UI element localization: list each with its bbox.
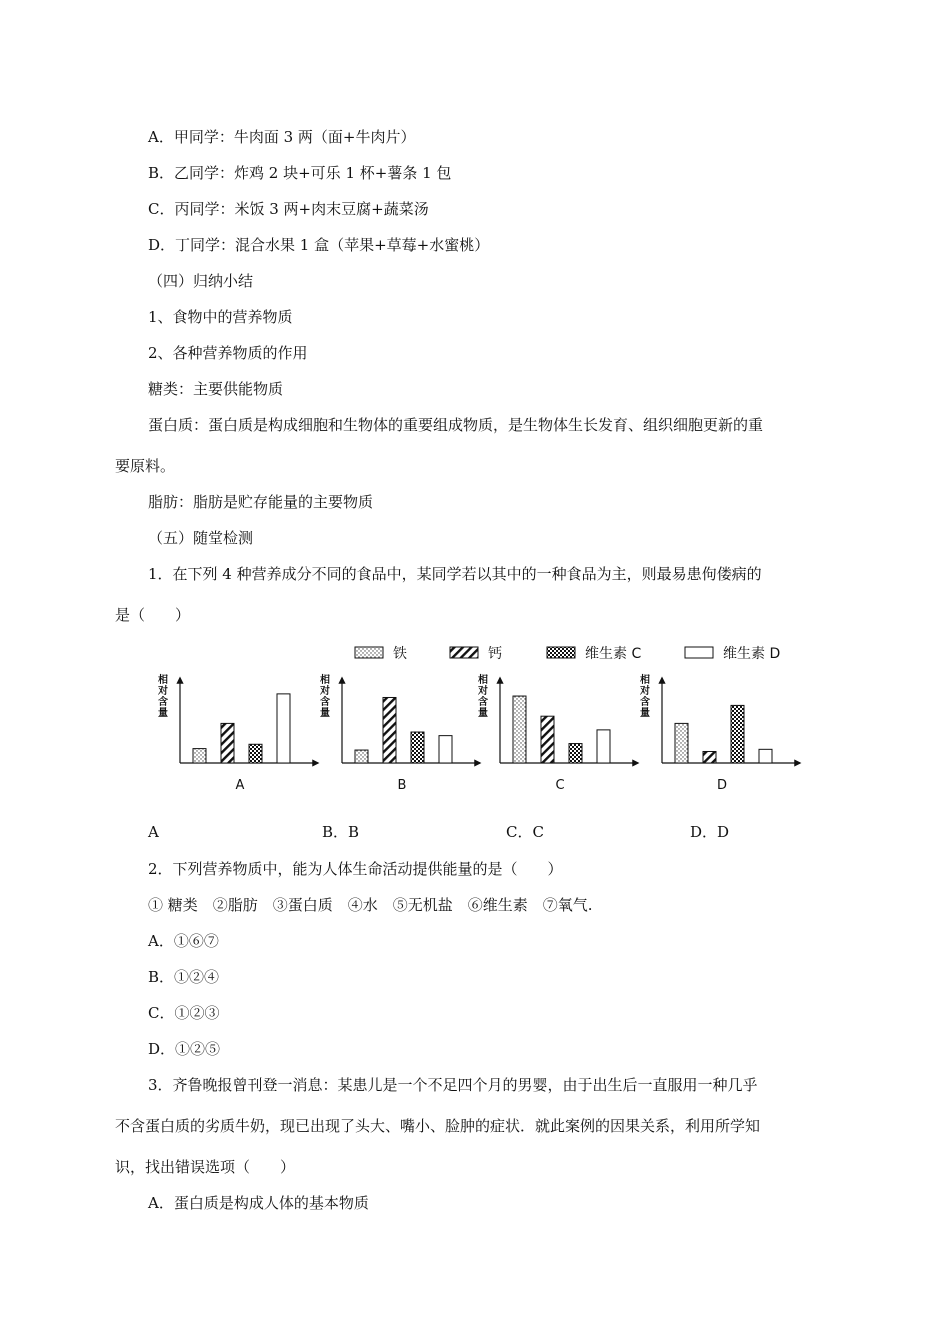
section-test-heading: （五）随堂检测 (148, 529, 254, 547)
y-label-char: 对 (320, 686, 330, 697)
legend-swatch-2 (450, 647, 478, 658)
panel-label: B (397, 778, 407, 793)
y-label-char: 量 (478, 708, 488, 719)
y-label-char: 相 (640, 675, 650, 686)
q2-option-c: C．①②③ (148, 1004, 220, 1022)
q1-option-d: D．D (690, 823, 730, 841)
panel-label: A (235, 778, 245, 793)
option-c-bing: C．丙同学：米饭 3 两+肉末豆腐+蔬菜汤 (148, 200, 429, 218)
y-label-char: 含 (640, 697, 650, 708)
bar-a-1 (193, 749, 206, 763)
y-label-char: 相 (158, 675, 168, 686)
question-3-line1: 3．齐鲁晚报曾刊登一消息：某患儿是一个不足四个月的男婴，由于出生后一直服用一种几乎 (148, 1076, 758, 1094)
y-label-char: 对 (478, 686, 488, 697)
legend-swatch-3 (547, 647, 575, 658)
panel-label: C (555, 778, 565, 793)
bar-b-3 (411, 732, 424, 763)
question-3-line3: 识，找出错误选项（ ） (115, 1158, 296, 1176)
bar-d-3 (731, 705, 744, 763)
fat-text: 脂肪：脂肪是贮存能量的主要物质 (148, 493, 374, 511)
bar-b-2 (383, 697, 396, 763)
bar-a-3 (249, 744, 262, 763)
y-label-char: 含 (320, 697, 330, 708)
summary-point-2: 2、各种营养物质的作用 (148, 344, 308, 362)
q1-option-c: C．C (506, 823, 544, 841)
bar-c-2 (541, 716, 554, 763)
chart-panel-c (477, 673, 638, 793)
question-2: 2．下列营养物质中，能为人体生命活动提供能量的是（ ） (148, 860, 563, 878)
bar-d-4 (759, 749, 772, 763)
y-label-char: 相 (478, 675, 488, 686)
nutrient-bar-charts (150, 636, 810, 806)
bar-c-3 (569, 744, 582, 763)
q2-option-d: D．①②⑤ (148, 1040, 221, 1058)
option-d-ding: D．丁同学：混合水果 1 盒（苹果+草莓+水蜜桃） (148, 236, 490, 254)
q1-option-a: A (148, 823, 159, 841)
option-b-yi: B．乙同学：炸鸡 2 块+可乐 1 杯+薯条 1 包 (148, 164, 452, 182)
y-label-char: 含 (478, 697, 488, 708)
bar-c-1 (513, 696, 526, 763)
bar-c-4 (597, 730, 610, 763)
legend-label-3: 维生素 C (585, 646, 642, 662)
y-label-char: 量 (158, 708, 168, 719)
y-label-char: 对 (640, 686, 650, 697)
legend-label-4: 维生素 D (723, 646, 781, 662)
q2-option-a: A．①⑥⑦ (148, 932, 219, 950)
question-2-items: ① 糖类 ②脂肪 ③蛋白质 ④水 ⑤无机盐 ⑥维生素 ⑦氧气. (148, 896, 593, 914)
y-label-char: 相 (320, 675, 330, 686)
sugar-text: 糖类：主要供能物质 (148, 380, 284, 398)
y-label-char: 量 (320, 708, 330, 719)
chart-legend (355, 645, 780, 662)
protein-text-line2: 要原料。 (115, 457, 176, 475)
legend-swatch-1 (355, 647, 383, 658)
legend-label-1: 铁 (393, 646, 407, 662)
question-1-line2: 是（ ） (115, 606, 191, 624)
y-label-char: 含 (158, 697, 168, 708)
bar-a-4 (277, 694, 290, 763)
section-summary-heading: （四）归纳小结 (148, 272, 254, 290)
q3-option-a: A．蛋白质是构成人体的基本物质 (148, 1194, 369, 1212)
bar-b-1 (355, 750, 368, 763)
bar-d-1 (675, 723, 688, 763)
protein-text-line1: 蛋白质：蛋白质是构成细胞和生物体的重要组成物质，是生物体生长发育、组织细胞更新的重 (148, 416, 764, 434)
q2-option-b: B．①②④ (148, 968, 220, 986)
legend-label-2: 钙 (488, 646, 502, 662)
chart-panel-b (319, 673, 480, 793)
panel-label: D (716, 778, 728, 793)
bar-a-2 (221, 723, 234, 763)
chart-panel-a (157, 673, 318, 793)
summary-point-1: 1、食物中的营养物质 (148, 308, 293, 326)
bar-b-4 (439, 736, 452, 763)
y-label-char: 量 (640, 708, 650, 719)
question-1-line1: 1．在下列 4 种营养成分不同的食品中，某同学若以其中的一种食品为主，则最易患佝偻病的 (148, 565, 762, 583)
y-label-char: 对 (158, 686, 168, 697)
question-3-line2: 不含蛋白质的劣质牛奶，现已出现了头大、嘴小、脸肿的症状．就此案例的因果关系，利用所学知 (115, 1117, 761, 1135)
legend-swatch-4 (685, 647, 713, 658)
q1-option-b: B．B (322, 823, 360, 841)
chart-panel-d (639, 673, 800, 793)
option-a-jia: A．甲同学：牛肉面 3 两（面+牛肉片） (148, 128, 416, 146)
bar-d-2 (703, 751, 716, 763)
